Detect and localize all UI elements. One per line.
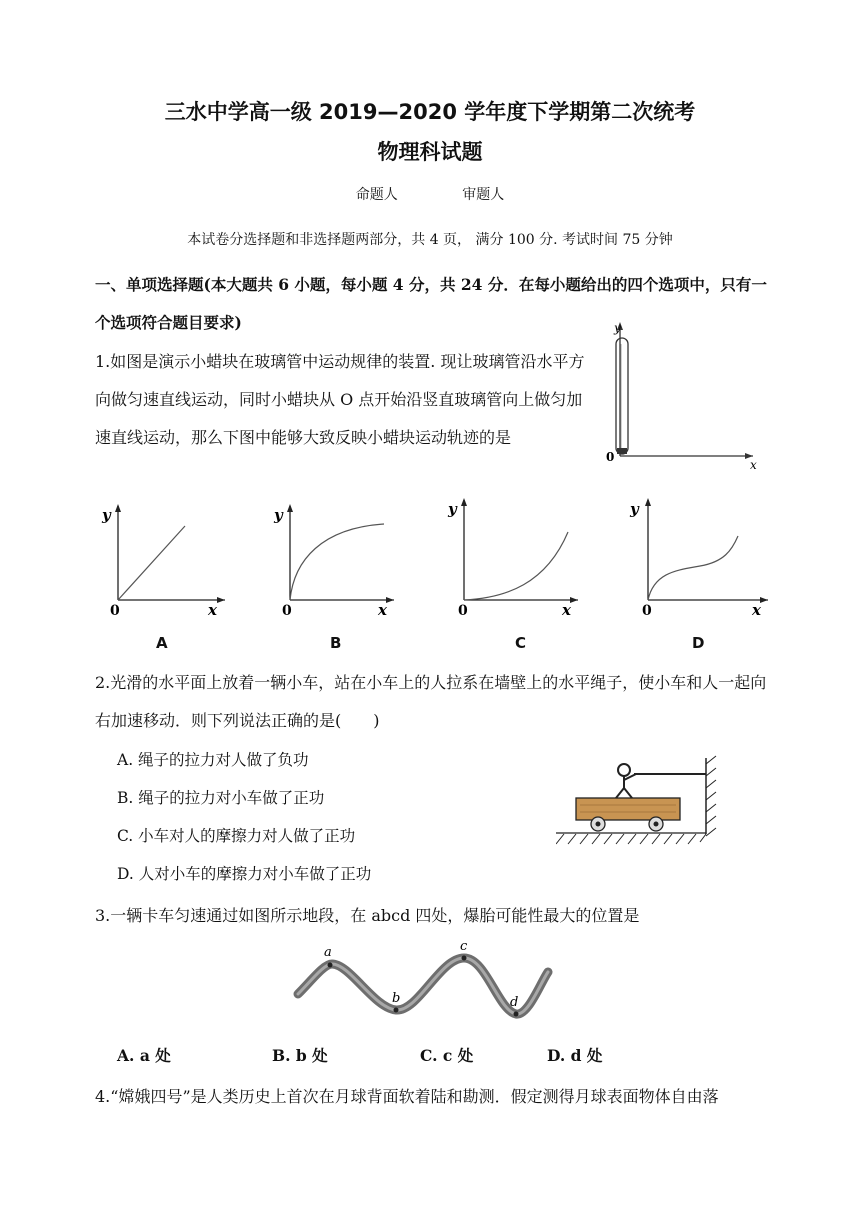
cart-figure <box>556 754 736 850</box>
q2-option-c[interactable]: C. 小车对人的摩擦力对人做了正功 <box>117 827 356 845</box>
exam-subtitle: 物理科试题 <box>377 140 483 164</box>
graph-d-y: y <box>630 500 639 518</box>
graph-a <box>100 500 230 620</box>
graph-b-x: x <box>378 601 387 619</box>
q2-option-b[interactable]: B. 绳子的拉力对小车做了正功 <box>117 789 325 807</box>
tube-origin-label: 0 <box>606 450 615 464</box>
point-a: a <box>324 945 332 960</box>
point-d: d <box>510 995 519 1010</box>
graph-a-origin: 0 <box>110 603 120 619</box>
q3-option-c[interactable]: C. c 处 <box>420 1046 474 1065</box>
q2-option-d[interactable]: D. 人对小车的摩擦力对小车做了正功 <box>117 865 372 883</box>
q2-option-a[interactable]: A. 绳子的拉力对人做了负功 <box>117 751 309 769</box>
question-1-text: 1.如图是演示小蜡块在玻璃管中运动规律的装置. 现让玻璃管沿水平方向做匀速直线运动，同时小蜡块从 O 点开始沿竖直玻璃管向上做匀加速直线运动，那么下图中能够大致反映小蜡块运动轨迹的是 <box>95 352 585 447</box>
glass-tube-figure <box>598 318 768 470</box>
graph-c-x: x <box>562 601 571 619</box>
graph-d-x: x <box>752 601 761 619</box>
graph-b-origin: 0 <box>282 603 292 619</box>
graph-c-y: y <box>448 500 457 518</box>
tube-x-label: x <box>750 458 757 470</box>
section-heading: 一、单项选择题(本大题共 6 小题，每小题 4 分，共 24 分．在每小题给出的四个选项中，只有一个选项符合题目要求) <box>95 275 767 332</box>
authors-line <box>0 184 860 204</box>
setter-label: 命题人 <box>355 187 398 203</box>
point-c: c <box>460 940 468 954</box>
option-d-label[interactable]: D <box>692 634 705 652</box>
question-3-text: 3.一辆卡车匀速通过如图所示地段，在 abcd 四处，爆胎可能性最大的位置是 <box>95 906 640 925</box>
graph-d <box>628 494 774 620</box>
option-a-label[interactable]: A <box>156 634 168 652</box>
graph-b <box>272 500 402 620</box>
graph-a-y: y <box>102 506 111 524</box>
exam-title: 三水中学高一级 2019—2020 学年度下学期第二次统考 <box>164 100 696 124</box>
tube-y-label: y <box>614 321 621 335</box>
q3-option-a[interactable]: A. a 处 <box>117 1046 171 1065</box>
graph-c <box>446 494 586 620</box>
road-figure <box>290 940 560 1026</box>
q3-option-b[interactable]: B. b 处 <box>272 1046 328 1065</box>
exam-intro: 本试卷分选择题和非选择题两部分，共 4 页， 满分 100 分. 考试时间 75 分钟 <box>187 232 673 248</box>
q3-option-d[interactable]: D. d 处 <box>547 1046 603 1065</box>
reviewer-label: 审题人 <box>462 187 505 203</box>
graph-a-x: x <box>208 601 217 619</box>
question-2-text: 2.光滑的水平面上放着一辆小车，站在小车上的人拉系在墙壁上的水平绳子，使小车和人一起向右加速移动．则下列说法正确的是( ) <box>95 673 767 730</box>
graph-c-origin: 0 <box>458 603 468 619</box>
option-c-label[interactable]: C <box>515 634 527 652</box>
graph-d-origin: 0 <box>642 603 652 619</box>
question-4-text: 4.“嫦娥四号”是人类历史上首次在月球背面软着陆和勘测．假定测得月球表面物体自由落 <box>95 1087 719 1106</box>
graph-b-y: y <box>274 506 283 524</box>
point-b: b <box>392 991 401 1006</box>
option-b-label[interactable]: B <box>330 634 342 652</box>
